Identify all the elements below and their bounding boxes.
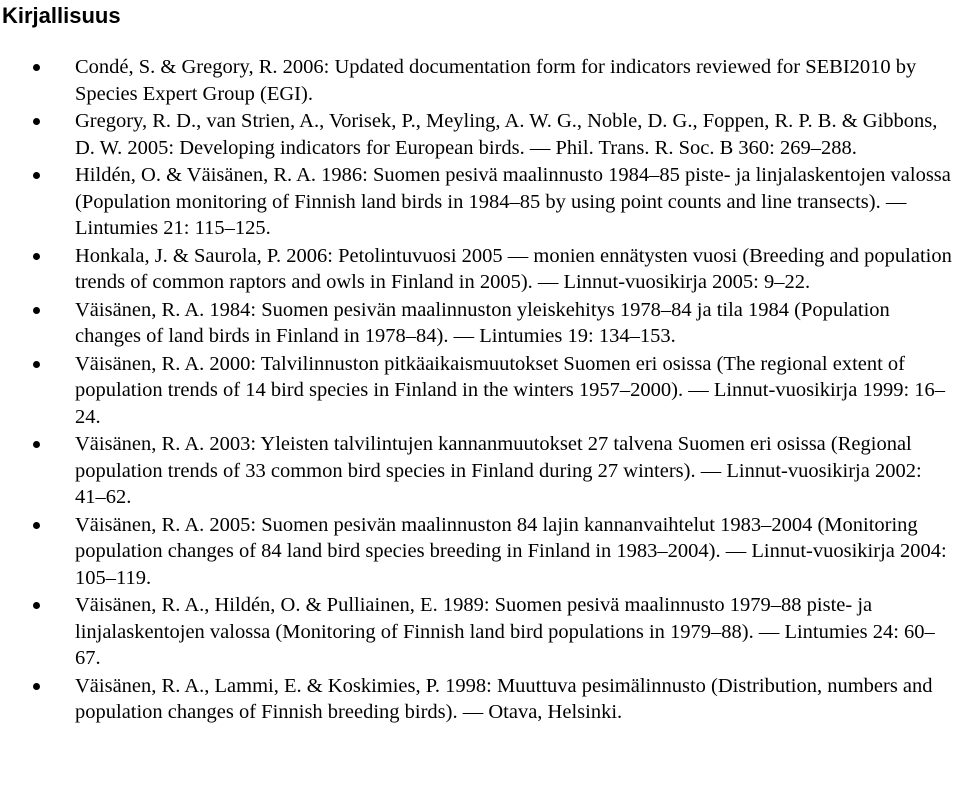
bullet-icon bbox=[33, 253, 40, 260]
section-heading: Kirjallisuus bbox=[2, 3, 121, 28]
reference-item bbox=[0, 297, 960, 350]
reference-item bbox=[0, 54, 960, 107]
reference-text: Väisänen, R. A. 2003: Yleisten talvilintujen kannanmuutokset 27 talvena Suomen eri osissa (Regional population trends of 33 common bird species in Finland during 27 winters). — Linnut-vuosikirja 2002: 41–62. bbox=[75, 433, 922, 508]
bullet-icon bbox=[33, 361, 40, 368]
reference-text: Honkala, J. & Saurola, P. 2006: Petolintuvuosi 2005 — monien ennätysten vuosi (Breeding and population trends of common raptors and owls in Finland in 2005). — Linnut-vuosikirja 2005: 9–22. bbox=[75, 244, 952, 293]
bullet-icon bbox=[33, 172, 40, 179]
reference-item bbox=[0, 673, 960, 726]
reference-list bbox=[0, 54, 960, 726]
bullet-icon bbox=[33, 441, 40, 448]
bullet-icon bbox=[33, 602, 40, 609]
reference-text: Condé, S. & Gregory, R. 2006: Updated documentation form for indicators reviewed for SEBI2010 by Species Expert Group (EGI). bbox=[75, 56, 917, 105]
bullet-icon bbox=[33, 683, 40, 690]
reference-item bbox=[0, 512, 960, 592]
reference-text: Väisänen, R. A., Hildén, O. & Pulliainen, E. 1989: Suomen pesivä maalinnusto 1979–88 piste- ja linjalaskentojen valossa (Monitoring of Finnish land bird populations in 1979–88). — Lintumies 24: 60–67. bbox=[75, 594, 935, 669]
reference-item bbox=[0, 592, 960, 672]
reference-item bbox=[0, 431, 960, 511]
bullet-icon bbox=[33, 118, 40, 125]
reference-text: Hildén, O. & Väisänen, R. A. 1986: Suomen pesivä maalinnusto 1984–85 piste- ja linjalaskentojen valossa (Population monitoring of Finnish land birds in 1984–85 by using point counts and line transects). — Lintumies 21: 115–125. bbox=[75, 164, 951, 239]
reference-text: Väisänen, R. A. 2005: Suomen pesivän maalinnuston 84 lajin kannanvaihtelut 1983–2004 (Monitoring population changes of 84 land bird species breeding in Finland in 1983–2004). — Linnut-vuosikirja 2004: 105–119. bbox=[75, 513, 947, 589]
reference-text: Väisänen, R. A. 1984: Suomen pesivän maalinnuston yleiskehitys 1978–84 ja tila 1984 (Population changes of land birds in Finland in 1978–84). — Lintumies 19: 134–153. bbox=[75, 298, 890, 347]
reference-item bbox=[0, 243, 960, 296]
reference-text: Gregory, R. D., van Strien, A., Vorisek, P., Meyling, A. W. G., Noble, D. G., Foppen, R. P. B. & Gibbons, D. W. 2005: Developing indicators for European birds. — Phil. Trans. R. Soc. B 360: 269–288. bbox=[75, 110, 938, 159]
bullet-icon bbox=[33, 64, 40, 71]
reference-item bbox=[0, 162, 960, 242]
bullet-icon bbox=[33, 522, 40, 529]
reference-item bbox=[0, 108, 960, 161]
reference-text: Väisänen, R. A. 2000: Talvilinnuston pitkäaikaismuutokset Suomen eri osissa (The regional extent of population trends of 14 bird species in Finland in the winters 1957–2000). — Linnut-vuosikirja 1999: 16–24. bbox=[75, 352, 946, 428]
reference-item bbox=[0, 351, 960, 431]
bullet-icon bbox=[33, 307, 40, 314]
reference-text: Väisänen, R. A., Lammi, E. & Koskimies, P. 1998: Muuttuva pesimälinnusto (Distribution, numbers and population changes of Finnish breeding birds). — Otava, Helsinki. bbox=[75, 674, 933, 723]
